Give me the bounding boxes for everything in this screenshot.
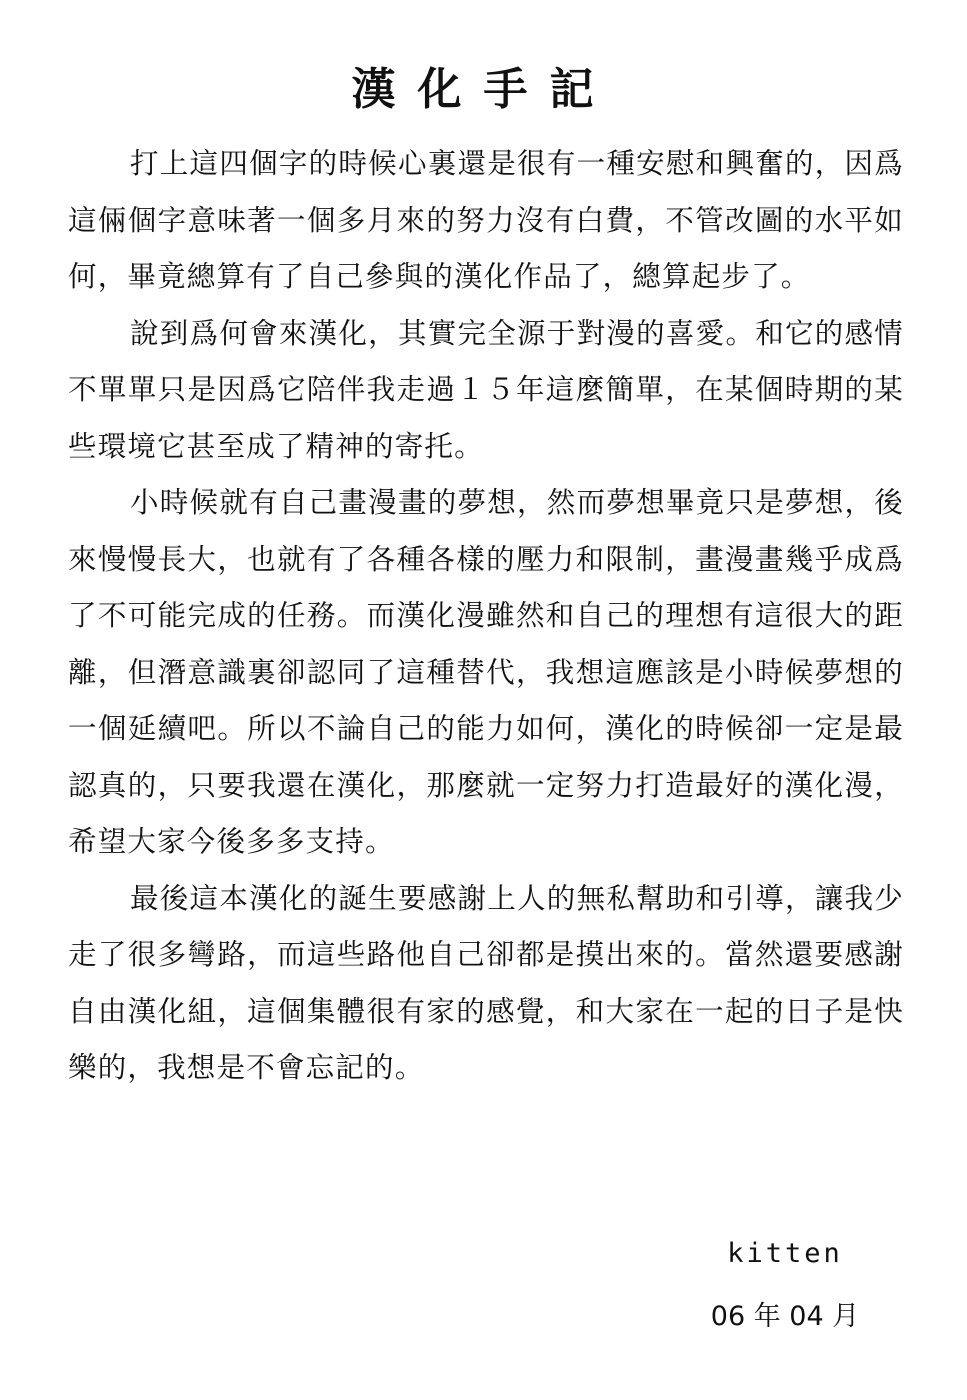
paragraph-3: 小時候就有自己畫漫畫的夢想，然而夢想畢竟只是夢想，後來慢慢長大，也就有了各種各樣的壓力和限制，畫漫畫幾乎成爲了不可能完成的任務。而漢化漫雖然和自己的理想有這很大的距離，但潛意識裏卻認同了這種替代，我想這應該是小時候夢想的一個延續吧。所以不論自己的能力如何，漢化的時候卻一定是最認真的，只要我還在漢化，那麼就一定努力打造最好的漢化漫，希望大家今後多多支持。 xyxy=(68,486,904,858)
document-body xyxy=(68,136,904,1097)
signature-date: 06 年 04 月 xyxy=(710,1301,860,1332)
paragraph-1: 打上這四個字的時候心裏還是很有一種安慰和興奮的，因爲這倆個字意味著一個多月來的努力沒有白費，不管改圖的水平如何，畢竟總算有了自己參與的漢化作品了，總算起步了。 xyxy=(68,147,904,293)
page-title: 漢化手記 xyxy=(351,64,616,115)
paragraph-2: 說到爲何會來漢化，其實完全源于對漫的喜愛。和它的感情不單單只是因爲它陪伴我走過１５年這麼簡單，在某個時期的某些環境它甚至成了精神的寄托。 xyxy=(68,316,904,463)
paragraph-4: 最後這本漢化的誕生要感謝上人的無私幫助和引導，讓我少走了很多彎路，而這些路他自己卻都是摸出來的。當然還要感謝自由漢化組，這個集體很有家的感覺，和大家在一起的日子是快樂的，我想是不會忘記的。 xyxy=(68,881,904,1084)
signature-name: kitten xyxy=(727,1238,843,1269)
